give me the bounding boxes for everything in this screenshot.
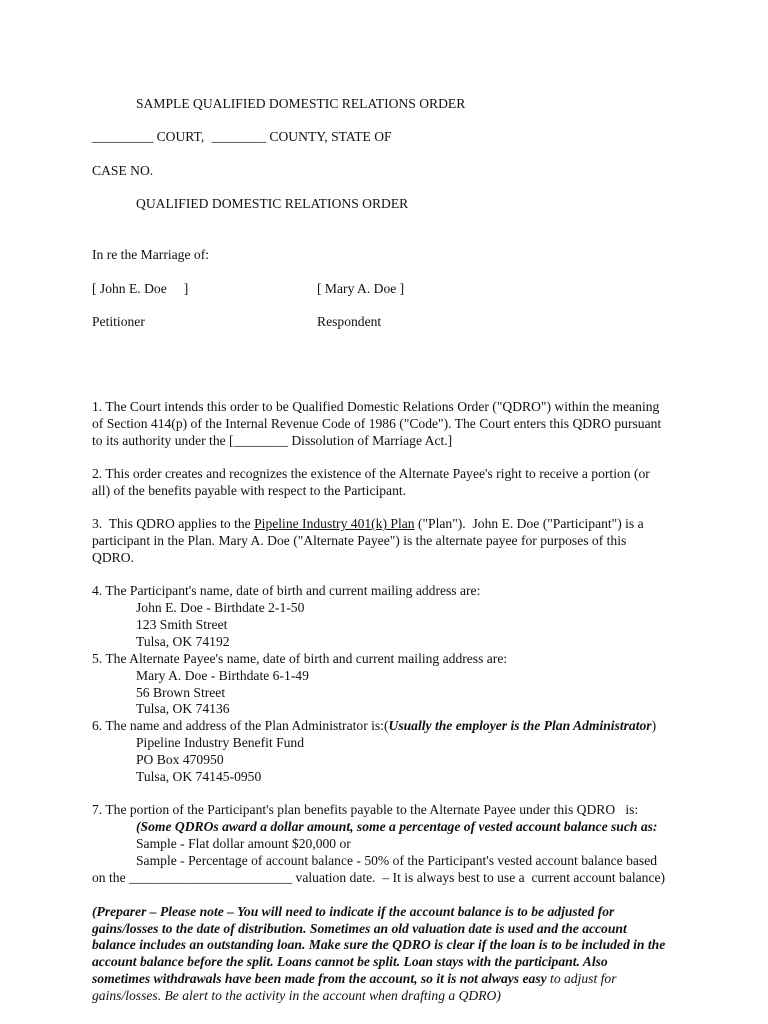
valuation-suffix: valuation date. – It is always best to use a current account balance) bbox=[292, 870, 666, 885]
preparer-note-italic: to adjust for bbox=[546, 971, 617, 986]
preparer-note-bold: sometimes withdrawals have been made from the account, so it is not always easy bbox=[92, 971, 547, 986]
section-7-note: (Some QDROs award a dollar amount, some a percentage of vested account balance such as: bbox=[136, 819, 658, 834]
section-6-note: Usually the employer is the Plan Administrator bbox=[388, 718, 652, 733]
order-title: QUALIFIED DOMESTIC RELATIONS ORDER bbox=[136, 196, 409, 211]
in-re-label: In re the Marriage of: bbox=[92, 247, 210, 262]
participant-street: 123 Smith Street bbox=[136, 617, 228, 632]
section-3-suffix: ("Plan"). John E. Doe ("Participant") is a bbox=[414, 516, 644, 531]
respondent-name: [ Mary A. Doe ] bbox=[317, 281, 405, 296]
case-number: CASE NO. bbox=[92, 163, 154, 178]
preparer-note-line: balance includes an outstanding loan. Make sure the QDRO is clear if the loan is to be included in the bbox=[92, 937, 666, 952]
court-blank: _________ bbox=[92, 129, 154, 144]
respondent-label: Respondent bbox=[317, 314, 382, 329]
valuation-date-line bbox=[92, 869, 665, 886]
plan-administrator-pobox: PO Box 470950 bbox=[136, 752, 224, 767]
section-1-line: to its authority under the [________ Dissolution of Marriage Act.] bbox=[92, 433, 453, 448]
valuation-prefix: on the bbox=[92, 870, 126, 885]
section-6-text: 6. The name and address of the Plan Administrator is:( bbox=[92, 718, 389, 733]
alternate-payee-city: Tulsa, OK 74136 bbox=[136, 701, 230, 716]
court-label: COURT, bbox=[156, 129, 205, 144]
preparer-note-line: account balance before the split. Loans cannot be split. Loan stays with the participant. Also bbox=[92, 954, 608, 969]
section-6-close: ) bbox=[651, 718, 657, 733]
petitioner-label: Petitioner bbox=[92, 314, 145, 329]
section-3-prefix: 3. This QDRO applies to the bbox=[92, 516, 255, 531]
section-5-intro: 5. The Alternate Payee's name, date of birth and current mailing address are: bbox=[92, 651, 508, 666]
valuation-date-blank: ________________________ bbox=[129, 870, 293, 885]
plan-name: Pipeline Industry 401(k) Plan bbox=[254, 516, 415, 531]
section-1-line: 1. The Court intends this order to be Qualified Domestic Relations Order ("QDRO") within the meaning bbox=[92, 399, 660, 414]
preparer-note-line: gains/losses to the date of distribution. Sometimes an old valuation date is used and the account bbox=[92, 921, 627, 936]
document-title: SAMPLE QUALIFIED DOMESTIC RELATIONS ORDER bbox=[136, 96, 466, 111]
section-3-line bbox=[92, 515, 644, 532]
plan-administrator-city: Tulsa, OK 74145-0950 bbox=[136, 769, 262, 784]
section-6-intro bbox=[92, 717, 656, 734]
preparer-note-line: (Preparer – Please note – You will need to indicate if the account balance is to be adjusted for bbox=[92, 904, 615, 919]
petitioner-name: [ John E. Doe ] bbox=[92, 281, 189, 296]
alternate-payee-name: Mary A. Doe - Birthdate 6-1-49 bbox=[136, 668, 309, 683]
preparer-note-last: gains/losses. Be alert to the activity in the account when drafting a QDRO) bbox=[92, 988, 501, 1003]
section-4-intro: 4. The Participant's name, date of birth and current mailing address are: bbox=[92, 583, 481, 598]
section-1-line: of Section 414(p) of the Internal Revenue Code of 1986 ("Code"). The Court enters this QDRO pursuant bbox=[92, 416, 662, 431]
section-7-intro: 7. The portion of the Participant's plan benefits payable to the Alternate Payee under this QDRO is: bbox=[92, 802, 639, 817]
sample-percentage: Sample - Percentage of account balance - 50% of the Participant's vested account balance based bbox=[136, 853, 658, 868]
participant-name: John E. Doe - Birthdate 2-1-50 bbox=[136, 600, 305, 615]
county-label: COUNTY, STATE OF bbox=[269, 129, 392, 144]
section-3-line: QDRO. bbox=[92, 550, 134, 565]
participant-city: Tulsa, OK 74192 bbox=[136, 634, 230, 649]
section-2-line: 2. This order creates and recognizes the existence of the Alternate Payee's right to receive a portion (or bbox=[92, 466, 650, 481]
preparer-note-line bbox=[92, 970, 617, 987]
court-line bbox=[92, 128, 392, 145]
section-3-line: participant in the Plan. Mary A. Doe ("Alternate Payee") is the alternate payee for purposes of this bbox=[92, 533, 627, 548]
section-2-line: all) of the benefits payable with respect to the Participant. bbox=[92, 483, 407, 498]
county-blank: ________ bbox=[211, 129, 267, 144]
plan-administrator-name: Pipeline Industry Benefit Fund bbox=[136, 735, 305, 750]
alternate-payee-street: 56 Brown Street bbox=[136, 685, 226, 700]
sample-flat-amount: Sample - Flat dollar amount $20,000 or bbox=[136, 836, 351, 851]
